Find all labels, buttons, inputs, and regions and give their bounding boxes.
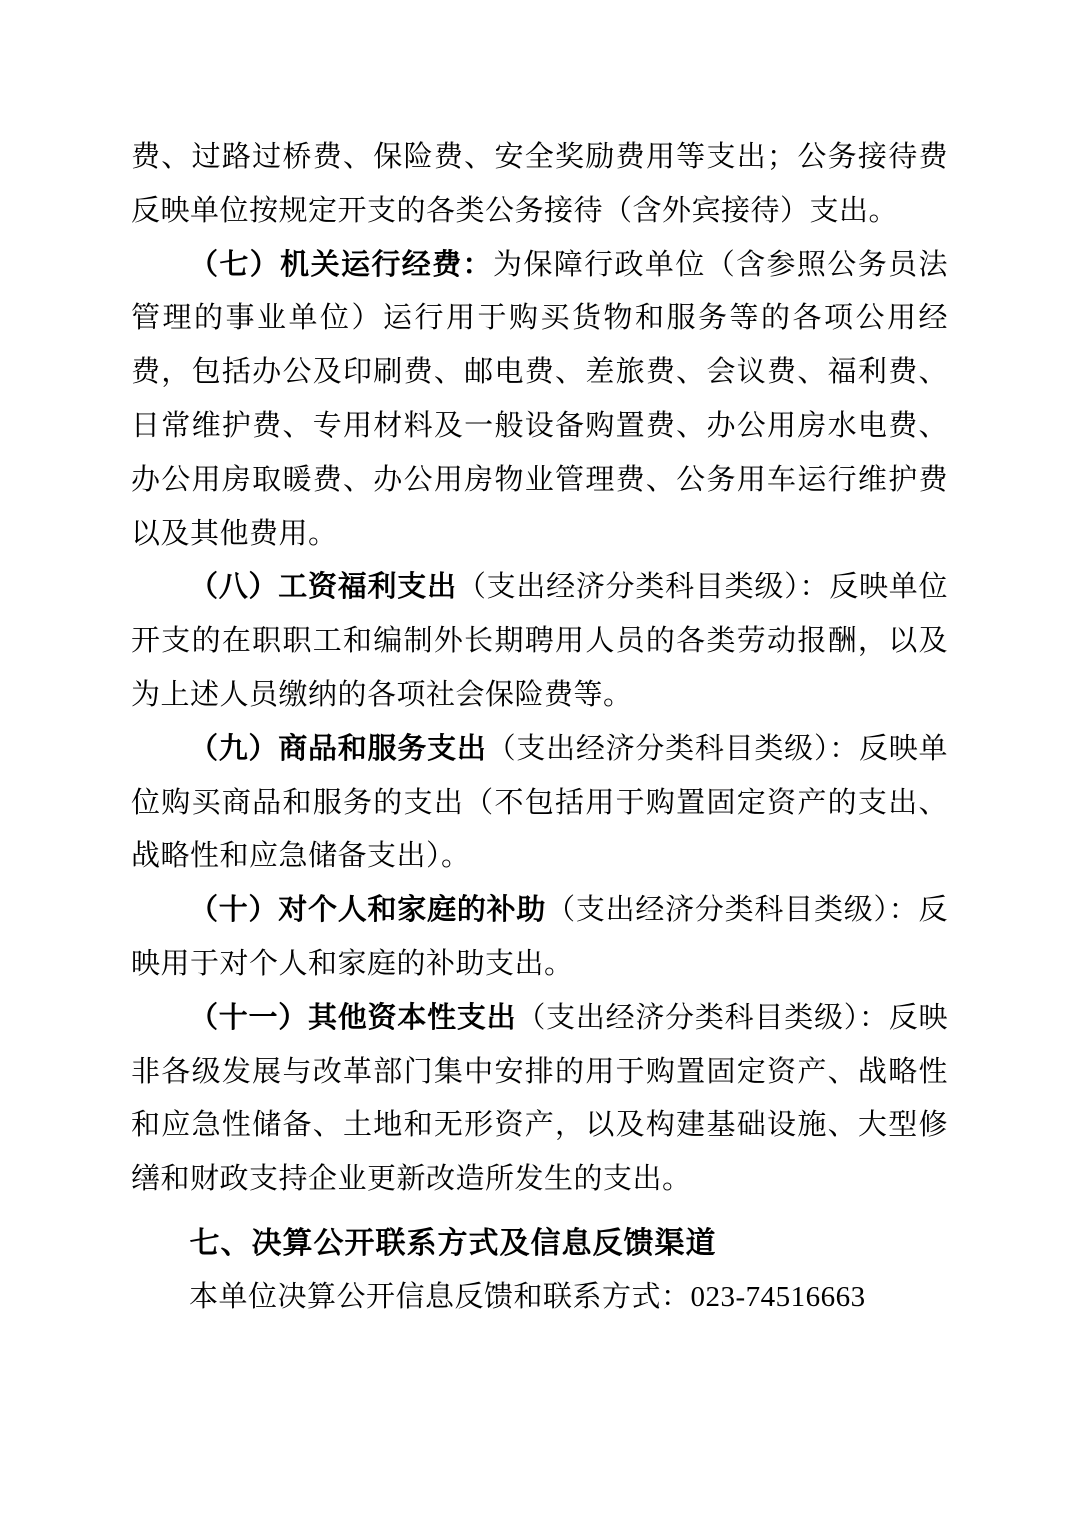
paragraph-item-ten <box>131 884 948 992</box>
contact-line <box>131 1271 948 1325</box>
paragraph-item-eight <box>131 561 948 722</box>
paragraph-continuation <box>131 131 948 239</box>
paragraph-item-nine <box>131 723 948 884</box>
paragraph-lead-bold: （十一）其他资本性支出 <box>189 1001 517 1034</box>
contact-text: 本单位决算公开信息反馈和联系方式：023-74516663 <box>189 1280 866 1313</box>
paragraph-lead-bold: （十）对个人和家庭的补助 <box>189 894 547 927</box>
paragraph-text: 为保障行政单位（含参照公务员法管理的事业单位）运行用于购买货物和服务等的各项公用经费，包括办公及印刷费、邮电费、差旅费、会议费、福利费、日常维护费、专用材料及一般设备购置费、办公用房水电费、办公用房取暖费、办公用房物业管理费、公务用车运行维护费以及其他费用。 <box>131 248 948 550</box>
paragraph-text: （支出经济分类科目类级）：反映单位开支的在职职工和编制外长期聘用人员的各类劳动报酬，以及为上述人员缴纳的各项社会保险费等。 <box>131 571 948 711</box>
paragraph-item-eleven <box>131 992 948 1207</box>
paragraph-text: 费、过路过桥费、保险费、安全奖励费用等支出；公务接待费反映单位按规定开支的各类公务接待（含外宾接待）支出。 <box>131 141 948 227</box>
paragraph-text: （支出经济分类科目类级）：反映单位购买商品和服务的支出（不包括用于购置固定资产的支出、战略性和应急储备支出）。 <box>131 732 948 873</box>
document-content <box>131 131 948 1325</box>
paragraph-item-seven <box>131 239 948 562</box>
section-heading: 七、决算公开联系方式及信息反馈渠道 <box>189 1226 717 1260</box>
paragraph-text: （支出经济分类科目类级）：反映用于对个人和家庭的补助支出。 <box>131 894 948 980</box>
paragraph-lead-bold: （七）机关运行经费： <box>189 248 493 281</box>
paragraph-text: （支出经济分类科目类级）：反映非各级发展与改革部门集中安排的用于购置固定资产、战略性和应急性储备、土地和无形资产，以及构建基础设施、大型修缮和财政支持企业更新改造所发生的支出。 <box>131 1001 948 1196</box>
paragraph-lead-bold: （八）工资福利支出 <box>189 571 457 604</box>
paragraph-lead-bold: （九）商品和服务支出 <box>189 732 487 765</box>
